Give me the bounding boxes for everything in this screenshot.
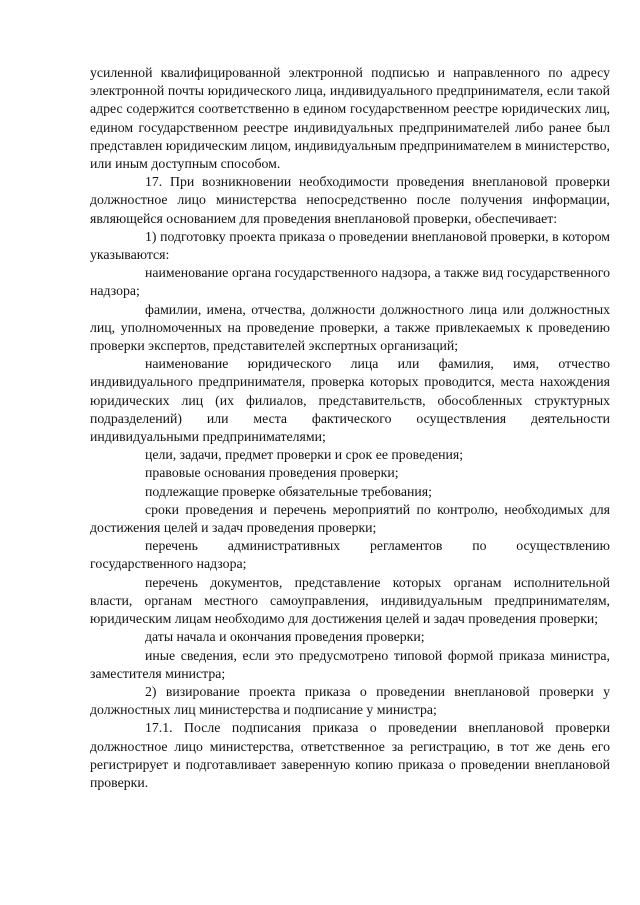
paragraph-regulations: перечень административных регламентов по осуществлению государственного надзора; (90, 538, 610, 572)
paragraph-requirements: подлежащие проверке обязательные требования; (145, 483, 432, 499)
paragraph-continuation: усиленной квалифицированной электронной подписью и направленного по адресу электронной почты юридического лица, индивидуального предпринимателя, если такой адрес содержится соответственно в едином государственном реестре юридических лиц, едином государственном реестре индивидуальных предпринимателей либо ранее был представлен юридическим лицом, индивидуальным предпринимателем в министерство, или иным доступным способом. (90, 65, 610, 172)
paragraph-legal-grounds: правовые основания проведения проверки; (145, 465, 399, 481)
paragraph-documents: перечень документов, представление которых органам исполнительной власти, органам местного самоуправления, индивидуальным предпринимателям, юридическим лицам необходимо для достижения целей и задач проведения проверки; (90, 574, 610, 627)
document-page (90, 64, 610, 792)
paragraph-supervision-body: наименование органа государственного надзора, а также вид государственного надзора; (90, 265, 610, 299)
paragraph-terms: сроки проведения и перечень мероприятий по контролю, необходимых для достижения целей и задач проведения проверки; (90, 501, 610, 536)
paragraph-other-info: иные сведения, если это предусмотрено типовой формой приказа министра, заместителя министра; (90, 647, 610, 681)
paragraph-item-17-1: 17.1. После подписания приказа о проведении внеплановой проверки должностное лицо министерства, ответственное за регистрацию, в тот же день его регистрирует и подготавливает заверенную копию приказа о проведении внеплановой проверки. (90, 720, 610, 790)
paragraph-goals: цели, задачи, предмет проверки и срок ее проведения; (145, 447, 464, 463)
paragraph-officials: фамилии, имена, отчества, должности должностного лица или должностных лиц, уполномоченных на проведение проверки, а также привлекаемых к проведению проверки экспертов, представителей экспертных организаций; (90, 301, 610, 354)
paragraph-subitem-1: 1) подготовку проекта приказа о проведении внеплановой проверки, в котором указываются: (90, 228, 610, 263)
paragraph-legal-entity: наименование юридического лица или фамилия, имя, отчество индивидуального предпринимателя, проверка которых проводится, места нахождения юридических лиц (их филиалов, представительств, обособленных структурных подразделений) или места фактического осуществления деятельности индивидуальными предпринимателями; (90, 356, 610, 445)
paragraph-item-17: 17. При возникновении необходимости проведения внеплановой проверки должностное лицо министерства непосредственно после получения информации, являющейся основанием для проведения внеплановой проверки, обеспечивает: (90, 174, 610, 226)
paragraph-subitem-2: 2) визирование проекта приказа о проведении внеплановой проверки у должностных лиц министерства и подписание у министра; (90, 683, 610, 718)
paragraph-dates: даты начала и окончания проведения проверки; (145, 629, 425, 645)
